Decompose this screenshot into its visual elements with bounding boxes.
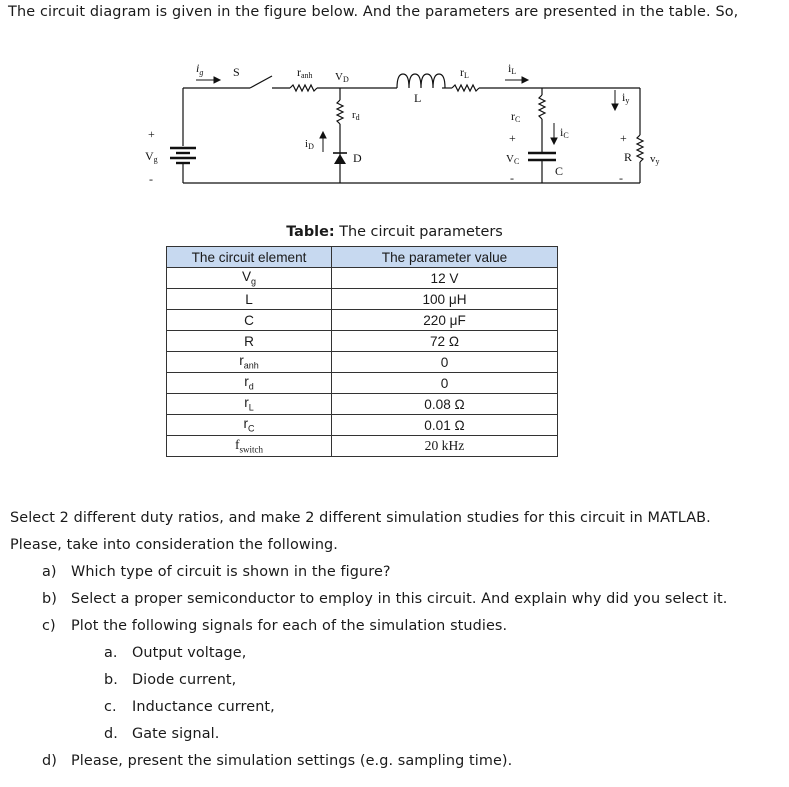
table-row: L 100 μH	[167, 289, 558, 310]
label-vg-plus: +	[148, 127, 155, 141]
label-il: iL	[508, 61, 517, 76]
table-row: $r_L$ 0.08 Ω	[167, 394, 558, 415]
diode-d	[334, 154, 346, 164]
label-vg-minus: -	[149, 172, 153, 186]
intro-text: The circuit diagram is given in the figure below. And the parameters are presented in the table. So,	[8, 4, 739, 20]
label-rl: rL	[460, 65, 469, 80]
label-s: S	[233, 65, 240, 79]
list-item-c: c) Plot the following signals for each of the simulation studies.	[42, 618, 508, 634]
table-row: R 72 Ω	[167, 331, 558, 352]
id-arrow-icon	[320, 132, 326, 138]
subitem-c: c. Inductance current,	[104, 699, 275, 715]
iy-arrow-icon	[612, 104, 618, 110]
label-vy-plus: +	[620, 131, 627, 145]
list-item-d: d) Please, present the simulation settings (e.g. sampling time).	[42, 753, 513, 769]
label-vc: VC	[506, 153, 520, 166]
task-line-1: Select 2 different duty ratios, and make 2 different simulation studies for this circuit in MATLAB.	[10, 510, 711, 526]
label-l: L	[414, 91, 422, 105]
label-vc-plus: +	[509, 131, 516, 145]
table-row: $r_C$ 0.01 Ω	[167, 415, 558, 436]
label-vd: VD	[335, 71, 349, 84]
header-value: The parameter value	[332, 247, 558, 268]
circuit-diagram	[0, 0, 789, 215]
label-d: D	[353, 151, 362, 165]
switch-blade	[250, 76, 272, 88]
rd-resistor	[337, 100, 343, 124]
parameters-table	[166, 246, 558, 457]
label-vy: vy	[650, 153, 660, 166]
header-element: The circuit element	[167, 247, 332, 268]
label-rc: rC	[511, 109, 521, 124]
label-iy: iy	[622, 90, 630, 105]
table-row: $r_{anh}$ 0	[167, 352, 558, 373]
label-vg: Vg	[145, 149, 158, 164]
table-row: $V_g$ 12 V	[167, 268, 558, 289]
table-row: $r_d$ 0	[167, 373, 558, 394]
rl-resistor	[452, 85, 479, 91]
label-c: C	[555, 164, 564, 178]
label-r: R	[624, 150, 633, 164]
subitem-b: b. Diode current,	[104, 672, 237, 688]
ig-arrow-icon	[214, 77, 220, 83]
label-ic: iC	[560, 125, 569, 140]
label-ig: $i_g$	[196, 61, 204, 77]
subitem-a: a. Output voltage,	[104, 645, 247, 661]
subitem-d: d. Gate signal.	[104, 726, 220, 742]
battery-vg	[170, 148, 196, 163]
label-ranh: ranh	[297, 65, 313, 80]
table-row: $f_{switch}$ 20 kHz	[167, 436, 558, 457]
ranh-resistor	[290, 85, 317, 91]
inductor-l	[397, 74, 445, 88]
list-item-b: b) Select a proper semiconductor to employ in this circuit. And explain why did you select it.	[42, 591, 728, 607]
il-arrow-icon	[522, 77, 528, 83]
task-line-2: Please, take into consideration the following.	[10, 537, 338, 553]
rc-resistor	[539, 95, 545, 119]
label-rd: rd	[352, 109, 360, 122]
label-vc-minus: -	[510, 171, 514, 185]
table-header-row	[167, 247, 558, 268]
label-id: iD	[305, 138, 314, 151]
r-load-resistor	[637, 135, 643, 162]
list-item-a: a) Which type of circuit is shown in the figure?	[42, 564, 391, 580]
label-vy-minus: -	[619, 171, 623, 185]
capacitor-c	[528, 153, 556, 160]
table-row: C 220 μF	[167, 310, 558, 331]
ic-arrow-icon	[551, 138, 557, 144]
table-caption: Table: The circuit parameters	[286, 224, 503, 240]
